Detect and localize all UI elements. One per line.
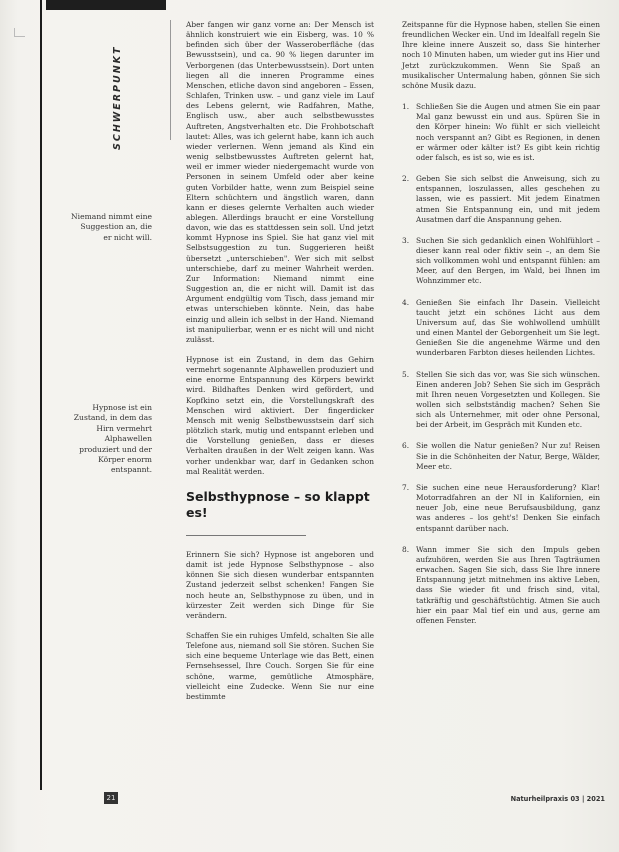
- list-item: [402, 441, 600, 471]
- paragraph: Schaffen Sie ein ruhiges Umfeld, schalten Sie alle Telefone aus, niemand soll Sie stören. Suchen Sie sich eine bequeme Unterlage wie das Bett, einen Fernsehsessel, Ihre Couch. Sorgen Sie für eine schöne, warme, gemütliche Atmosphäre, vielleicht eine Zudecke. Wenn Sie nur eine bestimmte: [186, 630, 374, 701]
- step-text: Schließen Sie die Augen und atmen Sie ein paar Mal ganz bewusst ein und aus. Spüren Sie in den Körper hinein: Wo fühlt er sich vielleicht noch verspannt an? Gibt es Regionen, in denen er wärmer oder kälter ist? Es gibt kein richtig oder falsch, es ist so, wie es ist.: [416, 102, 600, 162]
- footer-magazine-name: Naturheilpraxis 03 | 2021: [510, 795, 605, 803]
- pull-quote-2: Hypnose ist ein Zustand, in dem das Hirn vermehrt Alphawellen produziert und der Körper enorm entspannt.: [73, 403, 152, 475]
- steps-list: [402, 102, 600, 626]
- step-number: 6.: [402, 441, 410, 451]
- section-rule: [170, 20, 171, 140]
- list-item: [402, 236, 600, 287]
- top-tab-bar: [46, 0, 166, 10]
- step-text: Suchen Sie sich gedanklich einen Wohlfühlort – dieser kann real oder fiktiv sein –, an dem Sie sich vollkommen wohl und entspannt fühlen: am Meer, auf den Bergen, im Wald, bei Ihnen im Wohnzimmer etc.: [416, 235, 600, 286]
- heading-rule: [186, 535, 306, 536]
- list-item: [402, 102, 600, 163]
- left-border-line: [40, 0, 42, 790]
- column-left: [186, 20, 374, 702]
- list-item: [402, 370, 600, 431]
- pull-quote-1: Niemand nimmt eine Suggestion an, die er nicht will.: [71, 212, 152, 242]
- paragraph: Zeitspanne für die Hypnose haben, stellen Sie einen freundlichen Wecker ein. Und im Idealfall regeln Sie Ihre kleine innere Auszeit so, dass Sie hinterher noch 10 Minuten haben, um wieder gut ins Hier und Jetzt zurückzukommen. Wenn Sie Spaß an musikalischer Untermalung haben, gönnen Sie sich schöne Musik dazu.: [402, 20, 600, 90]
- paragraph: Aber fangen wir ganz vorne an: Der Mensch ist ähnlich konstruiert wie ein Eisberg, was. 10 % befinden sich über der Wasseroberfläche (das Bewusstsein), und ca. 90 % liegen darunter im Verborgenen (das Unterbewusstsein). Dort unten liegen all die inneren Programme eines Menschen, etliche davon sind angeboren – Essen, Schlafen, Trinken usw. – und ganz viele im Lauf des Lebens gelernt, wie Radfahren, Mathe, Englisch usw., aber auch selbstbewusstes Auftreten, Angstverhalten etc. Die Frohbotschaft lautet: Alles, was ich gelernt habe, kann ich auch wieder verlernen. Wenn jemand als Kind ein wenig selbstbewusstes Auftreten gelernt hat, weil er immer wieder niedergemacht wurde von Personen in seinem Umfeld oder aber keine guten Vorbilder hatte, wenn zum Beispiel seine Eltern schüchtern und ängstlich waren, dann kann er dieses gelernte Verhalten auch wieder ablegen. Allerdings braucht er eine Vorstellung davon, wie das es stattdessen sein soll. Und jetzt kommt Hypnose ins Spiel. Sie hat ganz viel mit Selbstsuggestion zu tun. Suggerieren heißt übersetzt „unterschieben". Wer sich mit selbst unterschiebe, darf zu meiner Wahrheit werden. Zur Information: Niemand nimmt eine Suggestion an, die er nicht will. Damit ist das Argument endgültig vom Tisch, dass jemand mir etwas unterschieben könnte. Nein, das habe einzig und allein ich selbst in der Hand. Niemand ist manipulierbar, wenn er es nicht will und nicht zulässt.: [186, 20, 374, 344]
- step-number: 8.: [402, 544, 410, 554]
- step-number: 7.: [402, 482, 410, 492]
- step-text: Sie suchen eine neue Herausforderung? Klar! Motorradfahren an der NI in Kalifornien, ein neuer Job, eine neue Berufsausbildung, ganz was anderes – los geht's! Denken Sie einfach entspannt darüber nach.: [416, 482, 600, 533]
- step-number: 3.: [402, 235, 410, 245]
- section-heading: Selbsthypnose – so klappt es!: [186, 488, 370, 520]
- list-item: [402, 483, 600, 534]
- paragraph: Erinnern Sie sich? Hypnose ist angeboren und damit ist jede Hypnose Selbsthypnose – also können Sie sich diesen wunderbar entspannten Zustand jederzeit selbst schenken! Fangen Sie noch heute an, Selbsthypnose zu üben, und in kürzester Zeit werden sich Dinge für Sie verändern.: [186, 549, 374, 620]
- step-text: Sie wollen die Natur genießen? Nur zu! Reisen Sie in die Schönheiten der Natur, Berge, Wälder, Meer etc.: [416, 441, 600, 471]
- step-number: 1.: [402, 102, 410, 112]
- section-label: SCHWERPUNKT: [112, 45, 123, 150]
- list-item: [402, 545, 600, 626]
- step-number: 2.: [402, 174, 410, 184]
- margin-mark: [14, 28, 25, 37]
- step-text: Geben Sie sich selbst die Anweisung, sich zu entspannen, loszulassen, alles geschehen zu lassen, wie es passiert. Mit jedem Einatmen atmen Sie Entspannung ein, und mit jedem Ausatmen darf die Anspannung gehen.: [416, 174, 600, 224]
- step-number: 4.: [402, 297, 410, 307]
- step-text: Wann immer Sie sich den Impuls geben aufzuhören, werden Sie aus Ihren Tagträumen erwachen. Sagen Sie sich, dass Sie Ihre innere Entspannung jetzt mitnehmen ins aktive Leben, dass Sie wieder fit und frisch sind, vital, tatkräftig und geschäftstüchtig. Atmen Sie auch hier ein paar Mal tief ein und aus, gerne am offenen Fenster.: [416, 544, 600, 625]
- step-text: Stellen Sie sich das vor, was Sie sich wünschen. Einen anderen Job? Sehen Sie sich im Gespräch mit Ihren neuen Vorgesetzten und Kollegen. Sie wollen sich selbstständig machen? Sehen Sie sich als Unternehmer, mit oder ohne Personal, bei der Arbeit, im Gespräch mit Kunden etc.: [416, 369, 600, 430]
- paragraph: Hypnose ist ein Zustand, in dem das Gehirn vermehrt sogenannte Alphawellen produziert und eine enorme Entspannung des Körpers bewirkt wird. Bildhaftes Denken wird gefördert, und Kopfkino setzt ein, die Vorstellungskraft des Menschen wird aktiviert. Der fingerdicker Mensch mit wenig Selbstbewusstsein darf sich plötzlich stark, mutig und entspannt erleben und die Vorstellung genießen, dass er dieses Verhalten draußen in der Welt zeigen kann. Was vorher undenkbar war, darf in Gedanken schon mal Realität werden.: [186, 355, 374, 476]
- column-right: [402, 20, 600, 626]
- step-text: Genießen Sie einfach Ihr Dasein. Vielleicht taucht jetzt ein schönes Licht aus dem Universum auf, das Sie wohlwollend umhüllt und einen Mantel der Geborgenheit um Sie legt. Genießen Sie die angenehme Wärme und den wunderbaren Farbton dieses heilenden Lichtes.: [416, 297, 600, 358]
- list-item: [402, 298, 600, 359]
- step-number: 5.: [402, 369, 410, 379]
- page-number: 21: [104, 792, 118, 804]
- list-item: [402, 174, 600, 225]
